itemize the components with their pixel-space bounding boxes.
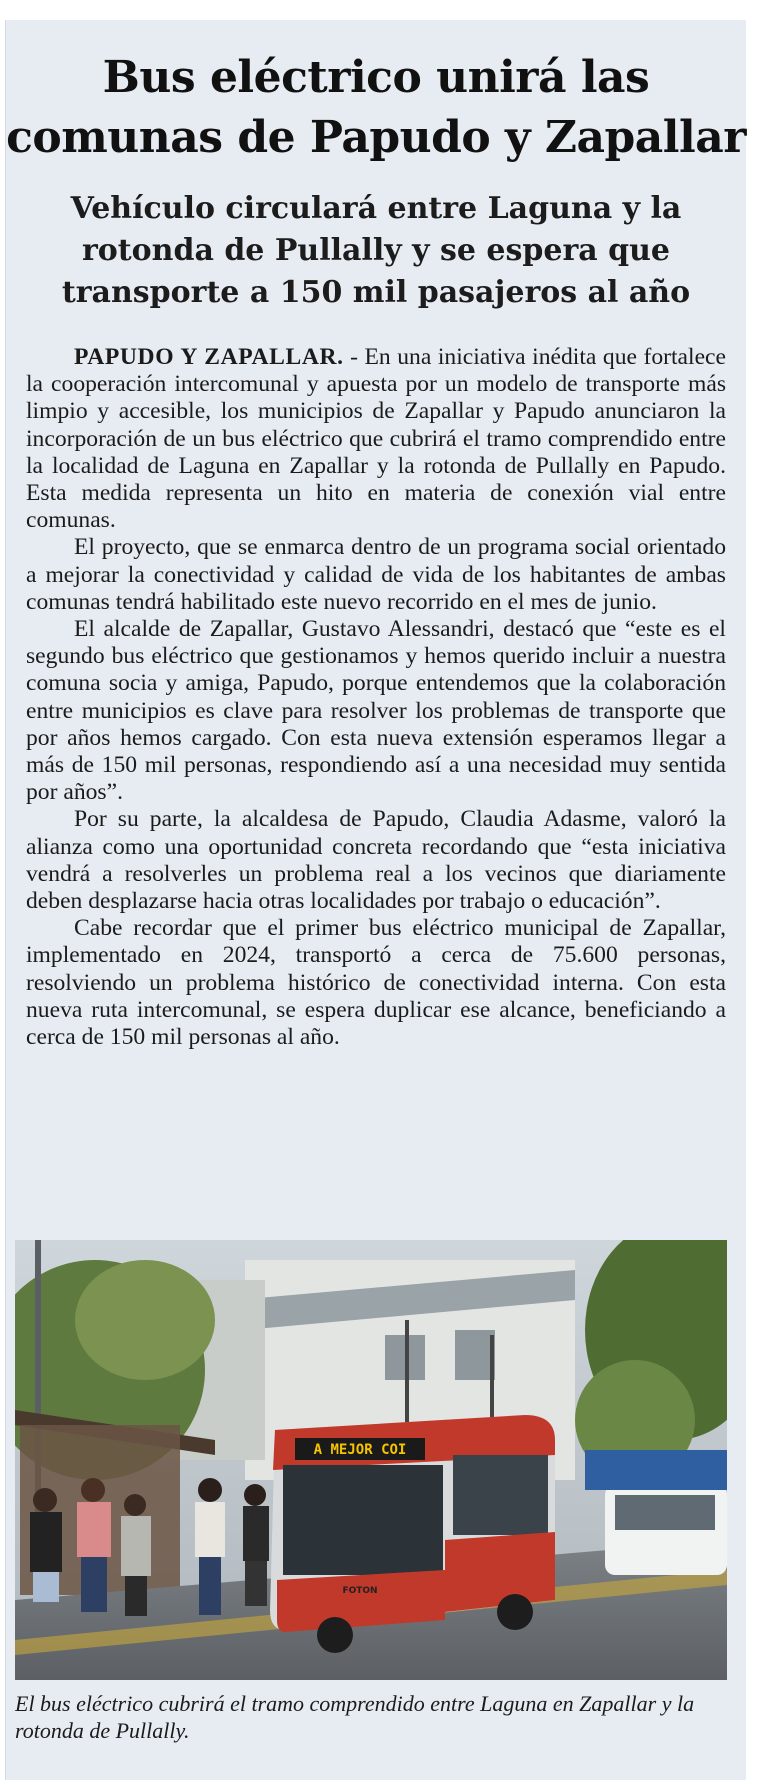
bus-brand-text: FOTON (342, 1586, 378, 1596)
paragraph-2: El proyecto, que se enmarca dentro de un programa social orientado a mejorar la conectividad y calidad de vida de los habitantes de ambas comunas tendrá habilitado este nuevo recorrido en el mes de junio. (26, 534, 726, 615)
paragraph-3: El alcalde de Zapallar, Gustavo Alessandri, destacó que “este es el segundo bus eléctrico que gestionamos y hemos querido incluir a nuestra comuna socia y amiga, Papudo, porque entendemos que la colaboración entre municipios es clave para resolver los problemas de transporte que por años hemos cargado. Con esta nueva extensión esperamos llegar a más de 150 mil personas, respondiendo así a una necesidad muy sentida por años”. (26, 616, 726, 806)
headline (6, 48, 746, 168)
paragraph-1 (26, 344, 726, 534)
headline-line-1: Bus eléctrico unirá las (102, 52, 650, 103)
article-body (26, 344, 726, 1051)
blue-roof (585, 1450, 727, 1490)
bus-side-windows (453, 1455, 548, 1535)
bus-front-wheel (317, 1617, 353, 1653)
electric-bus (270, 1415, 555, 1653)
photo-caption: El bus eléctrico cubrirá el tramo comprendido entre Laguna en Zapallar y la rotonda de Pullally. (15, 1691, 695, 1743)
dateline: PAPUDO Y ZAPALLAR. (74, 344, 344, 370)
bus-rear-wheel (497, 1594, 533, 1630)
headline-line-2: comunas de Papudo y Zapallar (6, 112, 746, 163)
bus-windshield (283, 1465, 443, 1575)
paragraph-4: Por su parte, la alcaldesa de Papudo, Claudia Adasme, valoró la alianza como una oportunidad concreta recordando que “esta iniciativa vendrá a resolverles un problema real a los vecinos que diariamente deben desplazarse hacia otras localidades por trabajo o educación”. (26, 806, 726, 915)
bus-sign-text: A MEJOR COI (313, 1442, 407, 1458)
bus-photo-illustration (15, 1240, 727, 1680)
paragraph-1-text: - En una iniciativa inédita que fortalece la cooperación intercomunal y apuesta por un modelo de transporte más limpio y accesible, los municipios de Zapallar y Papudo anunciaron la incorporación de un bus eléctrico que cubrirá el tramo comprendido entre la localidad de Laguna en Zapallar y la rotonda de Pullally en Papudo. Esta medida representa un hito en materia de conexión vial entre comunas. (26, 344, 726, 534)
subheadline: Vehículo circulará entre Laguna y la rotonda de Pullally y se espera que transporte a 150 mil pasajeros al año (61, 191, 691, 310)
paragraph-5: Cabe recordar que el primer bus eléctrico municipal de Zapallar, implementado en 2024, transportó a cerca de 75.600 personas, resolviendo un problema histórico de conectividad interna. Con esta nueva ruta intercomunal, se espera duplicar ese alcance, beneficiando a cerca de 150 mil personas al año. (26, 915, 726, 1051)
bus-photo (15, 1240, 727, 1680)
